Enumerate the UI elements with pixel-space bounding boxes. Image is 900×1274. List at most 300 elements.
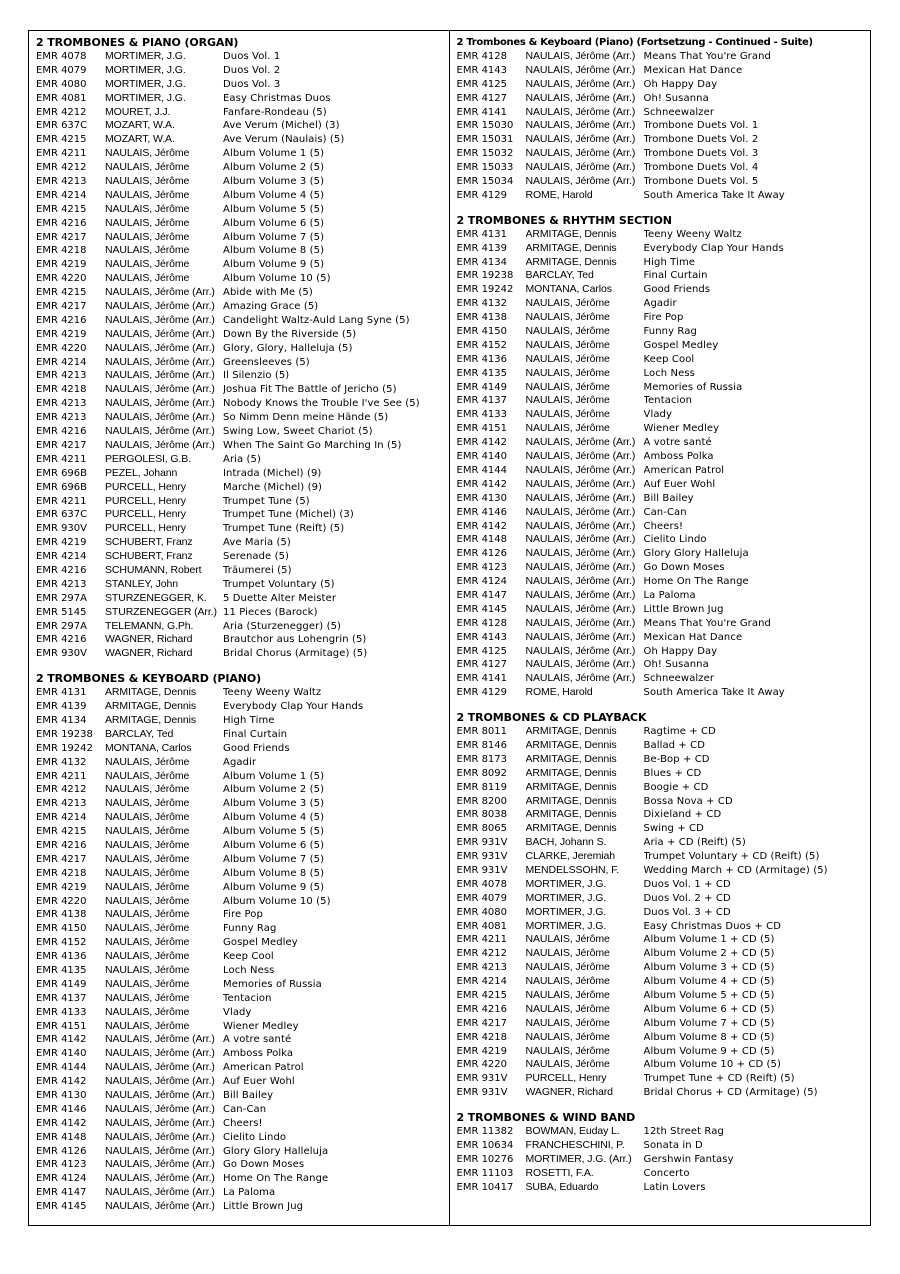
work-title: Abide with Me (5): [223, 287, 313, 299]
composer-name: MORTIMER, J.G.: [105, 77, 186, 90]
catalog-entry: [36, 203, 443, 217]
catalog-number: EMR 4129: [456, 687, 508, 699]
catalog-number: EMR 8200: [456, 795, 508, 807]
work-title: Album Volume 2 + CD (5): [643, 948, 775, 960]
catalog-entry: [457, 892, 865, 906]
work-title: Album Volume 10 + CD (5): [643, 1059, 781, 1071]
work-title: Duos Vol. 3 + CD: [643, 906, 731, 918]
catalog-entry: [36, 756, 443, 770]
catalog-number: EMR 4213: [36, 798, 87, 810]
catalog-number: EMR 8092: [456, 767, 508, 779]
catalog-entry: [36, 231, 443, 245]
catalog-entry: [36, 564, 443, 578]
work-title: Latin Lovers: [643, 1181, 706, 1193]
catalog-entry: [457, 311, 865, 325]
composer-name: NAULAIS, Jérôme: [105, 188, 190, 201]
catalog-entry: [457, 64, 865, 78]
catalog-entry: [36, 811, 443, 825]
catalog-entry: [457, 464, 865, 478]
composer-name: NAULAIS, Jérôme (Arr.): [525, 505, 636, 518]
work-title: Concerto: [643, 1167, 690, 1179]
catalog-number: EMR 4151: [36, 1020, 87, 1032]
catalog-entry: [457, 381, 865, 395]
catalog-number: EMR 4213: [36, 370, 87, 382]
composer-name: NAULAIS, Jérôme: [105, 272, 190, 285]
work-title: Album Volume 7 + CD (5): [643, 1017, 775, 1029]
catalog-number: EMR 4132: [36, 756, 87, 768]
catalog-entry: [457, 269, 865, 283]
composer-name: NAULAIS, Jérôme: [105, 783, 190, 796]
work-title: Album Volume 4 + CD (5): [643, 976, 775, 988]
catalog-entry: [36, 964, 443, 978]
work-title: Loch Ness: [223, 965, 275, 976]
work-title: Home On The Range: [643, 576, 749, 588]
catalog-number: EMR 4128: [456, 617, 508, 629]
composer-name: STURZENEGGER (Arr.): [105, 605, 217, 618]
catalog-number: EMR 930V: [36, 523, 88, 535]
composer-name: NAULAIS, Jérôme: [105, 202, 190, 215]
work-title: Candelight Waltz-Auld Lang Syne (5): [223, 314, 410, 326]
composer-name: NAULAIS, Jérôme (Arr.): [525, 533, 636, 546]
composer-name: NAULAIS, Jérôme (Arr.): [525, 175, 636, 188]
work-title: Album Volume 10 (5): [223, 273, 331, 285]
catalog-entry: [36, 922, 443, 936]
catalog-entry: [36, 328, 443, 342]
catalog-number: EMR 637C: [36, 120, 88, 132]
catalog-number: EMR 4123: [456, 562, 508, 574]
composer-name: NAULAIS, Jérôme (Arr.): [525, 477, 636, 490]
work-title: Album Volume 5 (5): [223, 826, 325, 838]
catalog-entry: [36, 258, 443, 272]
work-title: Means That You're Grand: [643, 617, 771, 629]
catalog-entry: [36, 369, 443, 383]
catalog-number: EMR 8146: [456, 739, 508, 751]
composer-name: NAULAIS, Jérôme (Arr.): [105, 1033, 215, 1046]
catalog-entry: [36, 536, 443, 550]
composer-name: NAULAIS, Jérôme: [105, 894, 190, 907]
catalog-number: EMR 4137: [36, 992, 87, 1004]
composer-name: NAULAIS, Jérôme: [525, 366, 610, 379]
catalog-entry: [36, 742, 443, 756]
catalog-number: EMR 696B: [36, 467, 88, 479]
composer-name: ARMITAGE, Dennis: [525, 766, 617, 779]
work-title: Intrada (Michel) (9): [223, 467, 322, 479]
catalog-number: EMR 4143: [456, 631, 508, 643]
catalog-entry: [36, 508, 443, 522]
composer-name: NAULAIS, Jérôme (Arr.): [105, 397, 215, 410]
catalog-entry: [457, 228, 865, 242]
catalog-entry: [457, 739, 865, 753]
catalog-entry: [36, 1006, 443, 1020]
composer-name: NAULAIS, Jérôme: [105, 880, 190, 893]
work-title: Keep Cool: [223, 951, 274, 963]
catalog-entry: [457, 78, 865, 92]
catalog-number: EMR 4150: [36, 923, 87, 935]
catalog-number: EMR 10634: [456, 1140, 514, 1152]
catalog-entry: [457, 422, 865, 436]
catalog-number: EMR 4124: [36, 1173, 87, 1185]
work-title: Album Volume 4 (5): [223, 189, 325, 201]
catalog-number: EMR 4215: [456, 990, 508, 1001]
catalog-entry: [36, 647, 443, 661]
work-title: Everybody Clap Your Hands: [643, 242, 784, 254]
composer-name: ROME, Harold: [525, 188, 593, 201]
composer-name: NAULAIS, Jérôme (Arr.): [525, 602, 636, 615]
catalog-number: EMR 4136: [36, 951, 87, 963]
catalog-number: EMR 10276: [456, 1153, 514, 1165]
work-title: Bridal Chorus (Armitage) (5): [223, 648, 368, 660]
catalog-number: EMR 4135: [456, 367, 508, 379]
catalog-number: EMR 4151: [456, 423, 508, 435]
catalog-entry: [36, 439, 443, 453]
work-title: Ave Verum (Michel) (3): [223, 120, 340, 132]
work-title: Trumpet Voluntary (5): [223, 578, 335, 590]
catalog-entry: [457, 394, 865, 408]
catalog-number: EMR 4132: [456, 298, 508, 310]
composer-name: NAULAIS, Jérôme: [105, 1019, 190, 1032]
catalog-entry: [36, 64, 443, 78]
composer-name: NAULAIS, Jérôme: [105, 147, 190, 160]
catalog-number: EMR 19242: [36, 742, 93, 754]
catalog-entry: [36, 825, 443, 839]
composer-name: NAULAIS, Jérôme: [525, 1058, 610, 1071]
catalog-number: EMR 4147: [456, 589, 508, 601]
composer-name: NAULAIS, Jérôme (Arr.): [105, 286, 215, 299]
catalog-entry: [36, 633, 443, 647]
catalog-entry: [36, 106, 443, 120]
catalog-entry: [457, 1167, 865, 1181]
composer-name: NAULAIS, Jérôme (Arr.): [525, 77, 636, 90]
catalog-entry: [457, 822, 865, 836]
catalog-entry: [36, 867, 443, 881]
work-title: South America Take It Away: [643, 189, 785, 201]
catalog-entry: [36, 606, 443, 620]
catalog-entry: [36, 1103, 443, 1117]
catalog-entry: [457, 645, 865, 659]
catalog-entry: [36, 189, 443, 203]
catalog-entry: [457, 753, 865, 767]
catalog-number: EMR 8119: [456, 781, 508, 793]
catalog-entry: [457, 878, 865, 892]
catalog-entry: [457, 547, 865, 561]
catalog-entry: [457, 589, 865, 603]
catalog-number: EMR 297A: [36, 620, 88, 632]
composer-name: ARMITAGE, Dennis: [525, 794, 617, 807]
catalog-entry: [457, 561, 865, 575]
catalog-entry: [36, 714, 443, 728]
catalog-number: EMR 4142: [456, 437, 508, 449]
catalog-entry: [457, 520, 865, 534]
work-title: Aria (5): [223, 453, 262, 465]
catalog-entry: [36, 1020, 443, 1034]
work-title: High Time: [223, 714, 275, 726]
catalog-number: EMR 4217: [36, 231, 87, 243]
work-title: Good Friends: [643, 284, 711, 296]
work-title: Oh Happy Day: [643, 645, 718, 657]
work-title: Final Curtain: [223, 728, 288, 740]
catalog-entry: [36, 1075, 443, 1089]
catalog-number: EMR 4079: [456, 892, 508, 904]
composer-name: NAULAIS, Jérôme: [525, 933, 610, 946]
work-title: Album Volume 5 (5): [223, 203, 325, 215]
composer-name: MORTIMER, J.G. (Arr.): [525, 1152, 632, 1165]
catalog-number: EMR 4079: [36, 64, 87, 76]
composer-name: NAULAIS, Jérôme: [525, 311, 610, 324]
catalog-number: EMR 4078: [36, 51, 87, 62]
composer-name: NAULAIS, Jérôme: [105, 1005, 190, 1018]
composer-name: ARMITAGE, Dennis: [525, 725, 617, 738]
composer-name: NAULAIS, Jérôme: [105, 852, 190, 865]
catalog-number: EMR 4131: [36, 687, 87, 699]
catalog-entry: [457, 603, 865, 617]
work-title: Sonata in D: [643, 1140, 703, 1152]
work-title: Album Volume 7 (5): [223, 231, 325, 243]
catalog-entry: [36, 1145, 443, 1159]
catalog-entry: [36, 78, 443, 92]
composer-name: NAULAIS, Jérôme (Arr.): [525, 63, 636, 76]
catalog-number: EMR 11382: [456, 1126, 514, 1138]
catalog-entry: [36, 147, 443, 161]
composer-name: BARCLAY, Ted: [105, 727, 174, 740]
catalog-number: EMR 4217: [36, 853, 87, 865]
section-title: 2 TROMBONES & CD PLAYBACK: [456, 711, 647, 725]
catalog-entry: [36, 936, 443, 950]
catalog-entry: [457, 933, 865, 947]
composer-name: NAULAIS, Jérôme: [525, 394, 610, 407]
catalog-number: EMR 4136: [456, 353, 508, 365]
catalog-number: EMR 4211: [36, 495, 87, 507]
catalog-number: EMR 931V: [456, 851, 508, 863]
composer-name: NAULAIS, Jérôme: [105, 936, 190, 949]
work-title: Album Volume 7 (5): [223, 853, 325, 865]
catalog-entry: [36, 881, 443, 895]
composer-name: MONTANA, Carlos: [105, 741, 192, 754]
catalog-number: EMR 4217: [36, 301, 87, 313]
work-title: Album Volume 6 + CD (5): [643, 1003, 775, 1015]
catalog-entry: [457, 1153, 865, 1167]
catalog-number: EMR 4216: [36, 634, 87, 646]
work-title: Gershwin Fantasy: [643, 1153, 734, 1165]
catalog-number: EMR 4214: [36, 551, 87, 563]
composer-name: NAULAIS, Jérôme (Arr.): [525, 450, 636, 463]
catalog-entry: [457, 436, 865, 450]
catalog-entry: [457, 947, 865, 961]
work-title: Trombone Duets Vol. 1: [643, 120, 759, 132]
composer-name: BARCLAY, Ted: [525, 269, 594, 282]
work-title: Little Brown Jug: [643, 603, 724, 615]
work-title: Easy Christmas Duos: [223, 92, 331, 104]
catalog-entry: [457, 1045, 865, 1059]
catalog-number: EMR 4142: [456, 478, 508, 490]
work-title: Bill Bailey: [643, 492, 694, 504]
catalog-number: EMR 4081: [456, 920, 508, 932]
catalog-number: EMR 4217: [36, 439, 87, 451]
work-title: Duos Vol. 1 + CD: [643, 878, 731, 890]
catalog-entry: [36, 383, 443, 397]
composer-name: ARMITAGE, Dennis: [525, 780, 617, 793]
catalog-number: EMR 4219: [36, 881, 87, 893]
composer-name: NAULAIS, Jérôme (Arr.): [105, 1144, 215, 1157]
catalog-entry: [457, 50, 865, 64]
composer-name: NAULAIS, Jérôme (Arr.): [525, 575, 636, 588]
composer-name: PURCELL, Henry: [105, 508, 186, 521]
catalog-entry: [457, 297, 865, 311]
catalog-number: EMR 4125: [456, 78, 508, 90]
catalog-entry: [457, 617, 865, 631]
work-title: Go Down Moses: [643, 562, 725, 574]
catalog-number: EMR 4134: [456, 256, 508, 268]
composer-name: NAULAIS, Jérôme (Arr.): [105, 313, 215, 326]
catalog-entry: [36, 244, 443, 258]
composer-name: NAULAIS, Jérôme (Arr.): [525, 161, 636, 174]
composer-name: CLARKE, Jeremiah: [525, 850, 615, 863]
composer-name: MORTIMER, J.G.: [525, 891, 607, 904]
composer-name: NAULAIS, Jérôme: [525, 297, 610, 310]
catalog-number: EMR 696B: [36, 481, 88, 493]
composer-name: STANLEY, John: [105, 577, 179, 590]
catalog-number: EMR 4144: [456, 464, 508, 476]
catalog-number: EMR 4215: [36, 287, 87, 299]
catalog-number: EMR 4124: [456, 576, 508, 588]
composer-name: NAULAIS, Jérôme: [105, 811, 190, 824]
catalog-number: EMR 4127: [456, 92, 508, 104]
composer-name: NAULAIS, Jérôme (Arr.): [525, 630, 636, 643]
work-title: Glory, Glory, Halleluja (5): [223, 342, 353, 354]
work-title: Easy Christmas Duos + CD: [643, 920, 782, 932]
work-title: Can-Can: [223, 1103, 267, 1115]
catalog-number: EMR 15030: [456, 120, 514, 132]
composer-name: MOZART, W.A.: [105, 119, 175, 132]
work-title: Fire Pop: [643, 312, 684, 324]
work-title: Means That You're Grand: [643, 51, 771, 62]
work-title: Duos Vol. 1: [223, 51, 281, 62]
composer-name: NAULAIS, Jérôme: [525, 1016, 610, 1029]
catalog-entry: [457, 1086, 865, 1100]
catalog-entry: [36, 853, 443, 867]
work-title: Tentacion: [643, 395, 693, 407]
catalog-entry: [36, 175, 443, 189]
catalog-number: EMR 4211: [36, 770, 87, 782]
composer-name: PURCELL, Henry: [105, 480, 186, 493]
catalog-entry: [36, 314, 443, 328]
catalog-entry: [36, 161, 443, 175]
catalog-entry: [457, 175, 865, 189]
composer-name: ARMITAGE, Dennis: [525, 738, 617, 751]
work-title: Blues + CD: [643, 767, 702, 779]
catalog-number: EMR 4218: [456, 1031, 508, 1043]
catalog-number: EMR 4140: [456, 451, 508, 463]
catalog-number: EMR 11103: [456, 1167, 514, 1179]
catalog-entry: [36, 1186, 443, 1200]
composer-name: ROME, Harold: [525, 686, 593, 699]
catalog-entry: [36, 481, 443, 495]
composer-name: MORTIMER, J.G.: [105, 50, 186, 62]
composer-name: NAULAIS, Jérôme (Arr.): [105, 1075, 215, 1088]
catalog-number: EMR 4219: [36, 328, 87, 340]
work-title: Album Volume 8 + CD (5): [643, 1031, 775, 1043]
composer-name: MOZART, W.A.: [105, 133, 175, 146]
composer-name: NAULAIS, Jérôme (Arr.): [525, 91, 636, 104]
catalog-entry: [457, 1139, 865, 1153]
work-title: Trombone Duets Vol. 4: [643, 162, 759, 174]
catalog-entry: [457, 767, 865, 781]
work-title: Album Volume 6 (5): [223, 217, 325, 229]
composer-name: NAULAIS, Jérôme (Arr.): [105, 327, 215, 340]
work-title: So Nimm Denn meine Hände (5): [223, 412, 389, 424]
catalog-number: EMR 931V: [456, 1087, 508, 1099]
catalog-entry: [36, 272, 443, 286]
work-title: Swing + CD: [643, 823, 704, 835]
catalog-number: EMR 4213: [36, 412, 87, 424]
catalog-entry: [457, 161, 865, 175]
catalog-entry: [36, 411, 443, 425]
work-title: Album Volume 2 (5): [223, 162, 325, 174]
catalog-number: EMR 4220: [36, 273, 87, 285]
composer-name: PURCELL, Henry: [105, 522, 186, 535]
catalog-number: EMR 4149: [36, 978, 87, 990]
catalog-entry: [457, 119, 865, 133]
work-title: Aria (Sturzenegger) (5): [223, 620, 342, 632]
catalog-entry: [36, 92, 443, 106]
composer-name: NAULAIS, Jérôme: [525, 989, 610, 1001]
catalog-number: EMR 637C: [36, 509, 88, 521]
work-title: Glory Glory Halleluja: [223, 1145, 329, 1157]
composer-name: SCHUBERT, Franz: [105, 550, 193, 563]
composer-name: NAULAIS, Jérôme (Arr.): [105, 425, 215, 438]
catalog-number: EMR 4134: [36, 714, 87, 726]
work-title: High Time: [643, 256, 696, 268]
work-title: Glory Glory Halleluja: [643, 548, 749, 560]
catalog-number: EMR 4211: [36, 453, 87, 465]
catalog-entry: [36, 686, 443, 700]
work-title: Agadir: [643, 298, 677, 310]
work-title: Cielito Lindo: [223, 1131, 287, 1143]
catalog-number: EMR 4149: [456, 381, 508, 393]
catalog-number: EMR 4081: [36, 92, 87, 104]
composer-name: PERGOLESI, G.B.: [105, 452, 192, 465]
work-title: Wiener Medley: [223, 1020, 299, 1032]
composer-name: NAULAIS, Jérôme: [105, 258, 190, 271]
work-title: Träumerei (5): [223, 564, 292, 576]
catalog-entry: [457, 147, 865, 161]
catalog-number: EMR 4212: [36, 106, 87, 118]
catalog-number: EMR 4212: [456, 948, 508, 960]
composer-name: NAULAIS, Jérôme (Arr.): [105, 355, 215, 368]
composer-name: NAULAIS, Jérôme (Arr.): [105, 1047, 215, 1060]
catalog-number: EMR 4213: [36, 176, 87, 188]
catalog-entry: [36, 1061, 443, 1075]
catalog-number: EMR 4220: [36, 342, 87, 354]
catalog-entry: [457, 1072, 865, 1086]
work-title: American Patrol: [223, 1062, 304, 1074]
work-title: Duos Vol. 2 + CD: [643, 892, 731, 904]
composer-name: NAULAIS, Jérôme (Arr.): [105, 1102, 215, 1115]
catalog-number: EMR 10417: [456, 1181, 514, 1193]
catalog-number: EMR 4216: [36, 564, 87, 576]
work-title: Wedding March + CD (Armitage) (5): [643, 864, 828, 876]
catalog-entry: [36, 578, 443, 592]
catalog-entry: [457, 1017, 865, 1031]
catalog-number: EMR 4131: [456, 228, 508, 240]
composer-name: NAULAIS, Jérôme (Arr.): [525, 133, 636, 146]
catalog-number: EMR 4212: [36, 162, 87, 174]
catalog-entry: [457, 92, 865, 106]
composer-name: NAULAIS, Jérôme (Arr.): [105, 1061, 215, 1074]
composer-name: NAULAIS, Jérôme: [525, 1002, 610, 1015]
catalog-entry: [457, 256, 865, 270]
catalog-number: EMR 4216: [36, 426, 87, 438]
work-title: Ballad + CD: [643, 739, 706, 751]
